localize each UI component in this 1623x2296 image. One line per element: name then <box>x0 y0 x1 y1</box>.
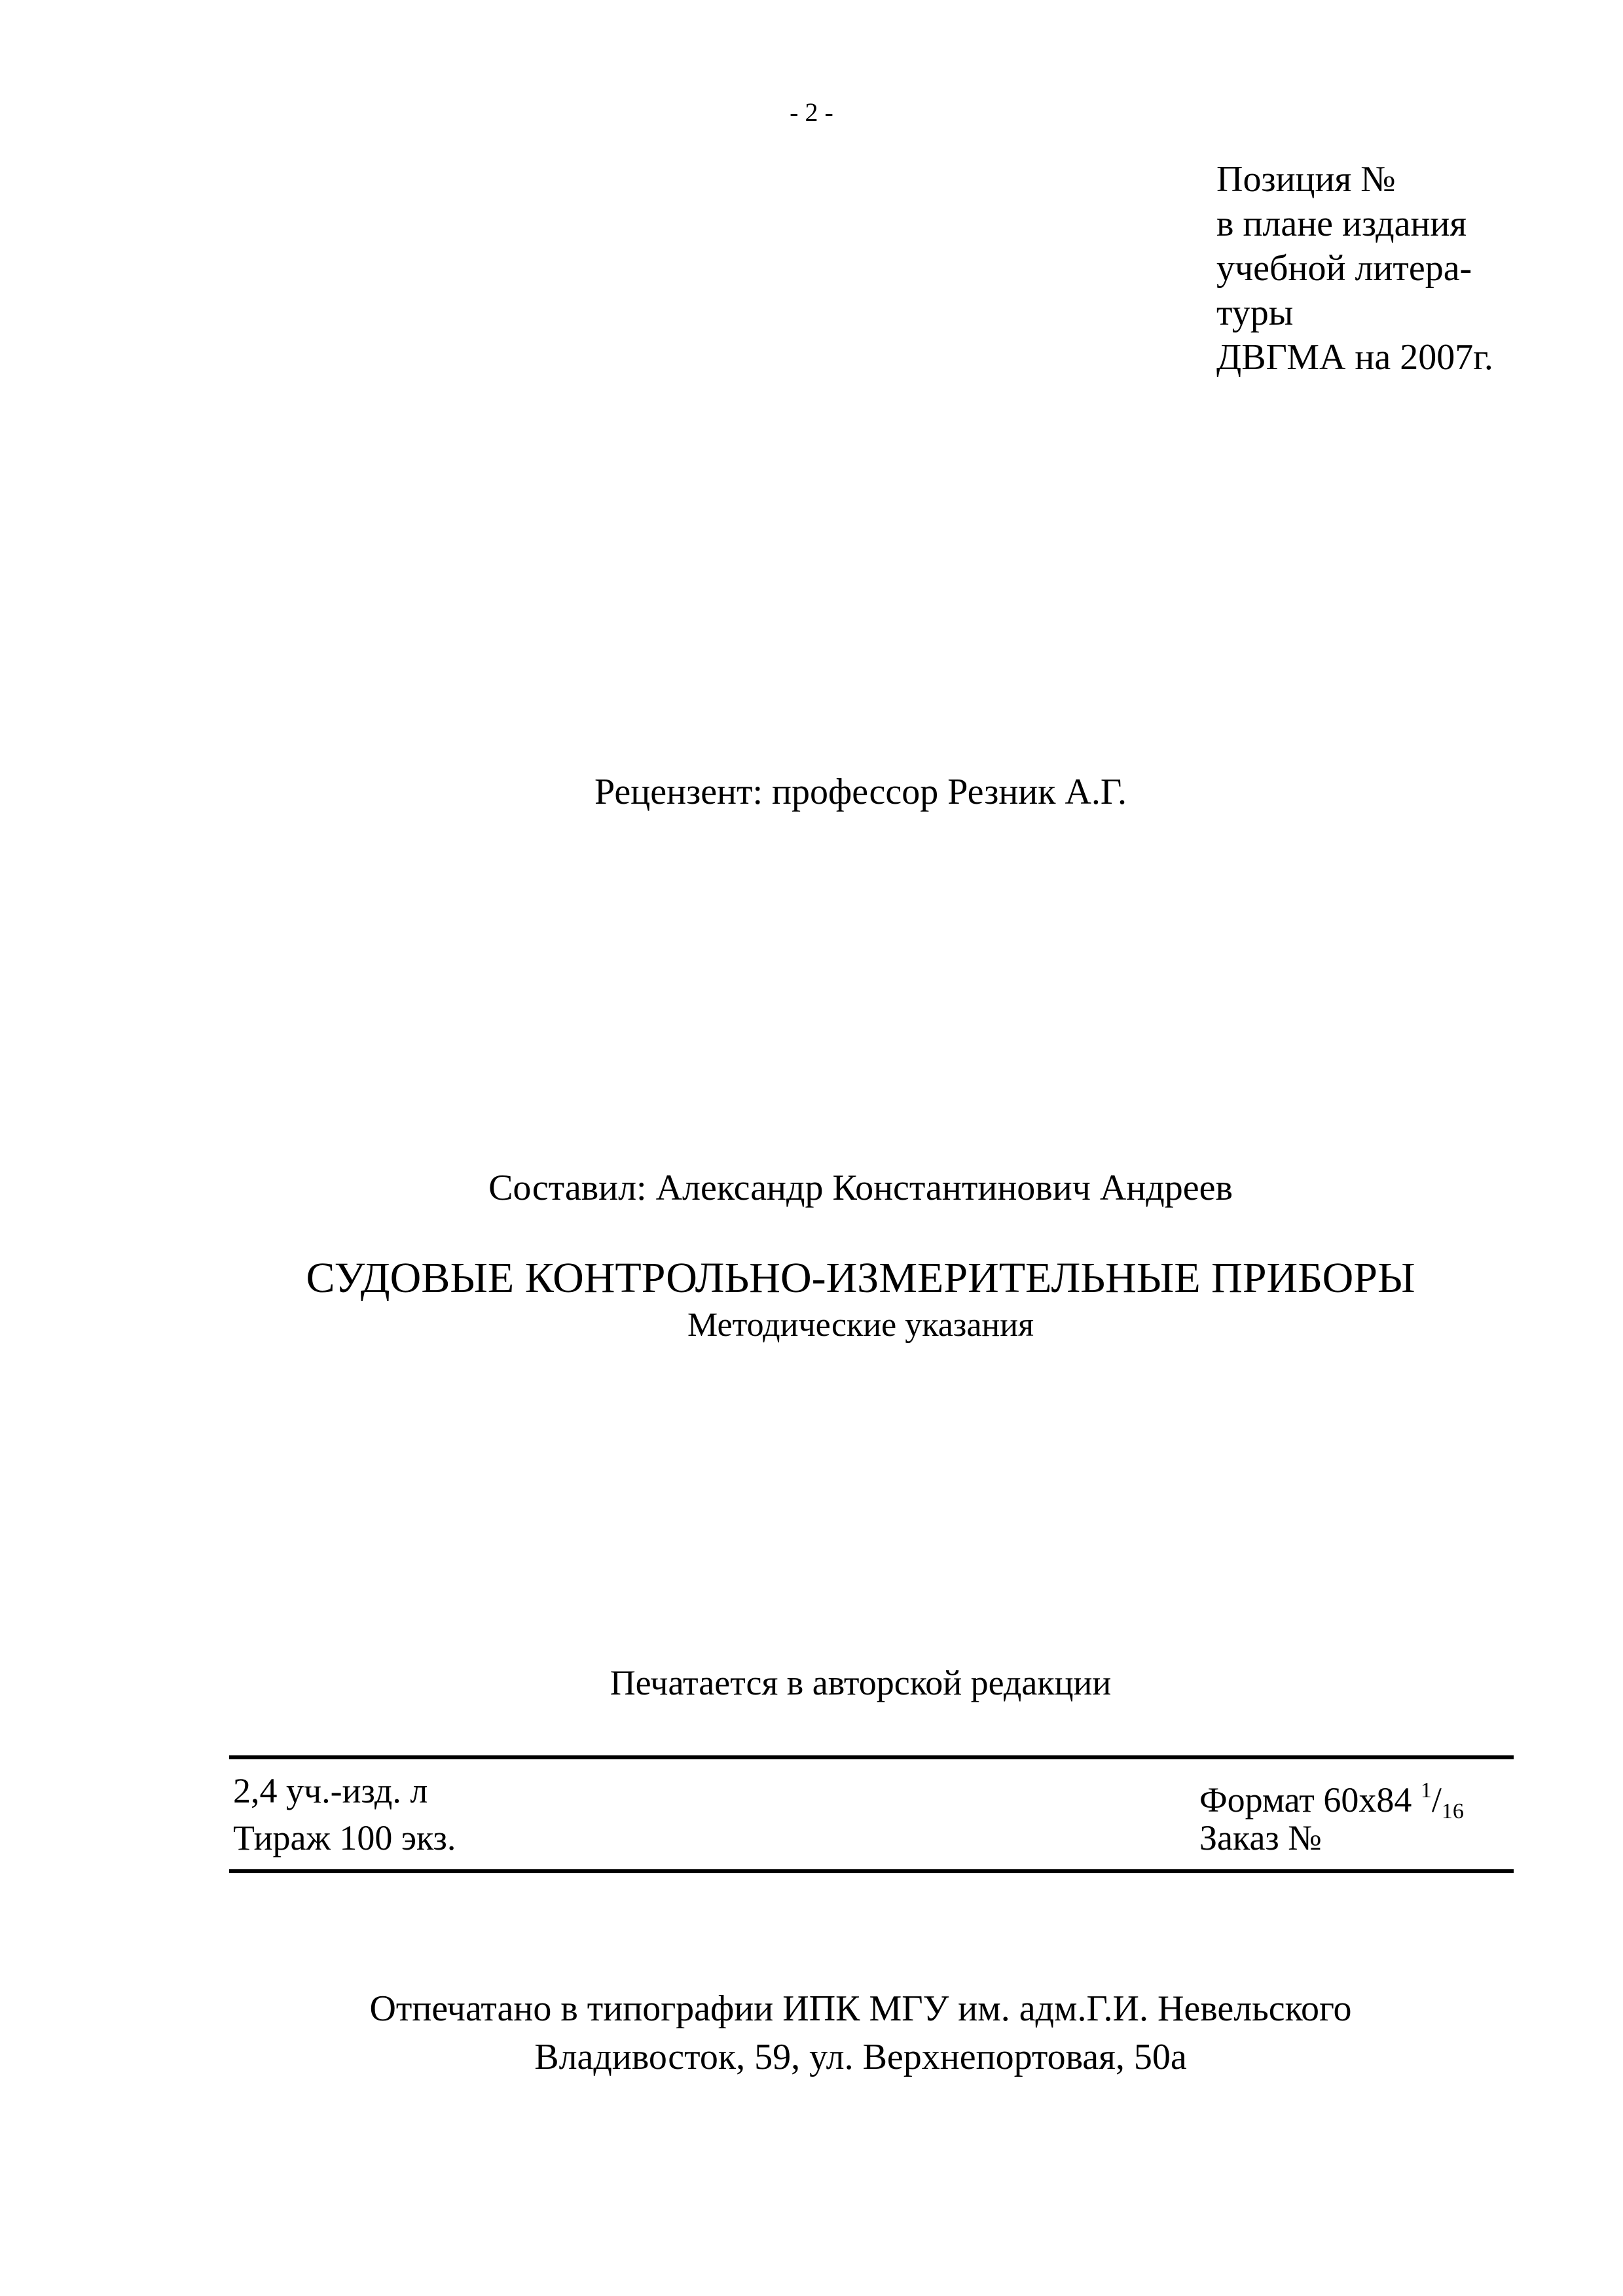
page-number: - 2 - <box>790 98 833 127</box>
circulation: Тираж 100 экз. <box>233 1818 456 1857</box>
imprint-row <box>229 1767 1514 1823</box>
imprint-row <box>229 1814 1514 1861</box>
position-line: Позиция № <box>1216 159 1396 200</box>
compiler-line: Составил: Александр Константинович Андреев <box>488 1168 1233 1208</box>
document-subtitle: Методические указания <box>687 1306 1034 1344</box>
order-number: Заказ № <box>1199 1818 1322 1857</box>
reviewer-line: Рецензент: профессор Резник А.Г. <box>594 772 1127 812</box>
printer-line-1: Отпечатано в типографии ИПК МГУ им. адм.Г.И. Невельского <box>369 1988 1352 2029</box>
format-numerator: 1 <box>1420 1778 1432 1803</box>
document-title: СУДОВЫЕ КОНТРОЛЬНО-ИЗМЕРИТЕЛЬНЫЕ ПРИБОРЫ <box>306 1254 1415 1302</box>
format-slash: / <box>1431 1780 1442 1820</box>
position-line: туры <box>1216 293 1294 333</box>
position-line: ДВГМА на 2007г. <box>1216 337 1493 378</box>
format-denominator: 16 <box>1441 1799 1464 1823</box>
publication-plan-position <box>1216 157 1493 380</box>
print-note: Печатается в авторской редакции <box>610 1663 1112 1702</box>
imprint-table <box>229 1755 1514 1873</box>
format-label: Формат 60х84 <box>1199 1780 1412 1820</box>
printer-line-2: Владивосток, 59, ул. Верхнепортовая, 50а <box>534 2037 1187 2077</box>
position-line: учебной литера- <box>1216 248 1472 289</box>
publication-volume: 2,4 уч.-изд. л <box>233 1771 428 1810</box>
printer-info <box>0 1984 1623 2081</box>
position-line: в плане издания <box>1216 204 1467 244</box>
